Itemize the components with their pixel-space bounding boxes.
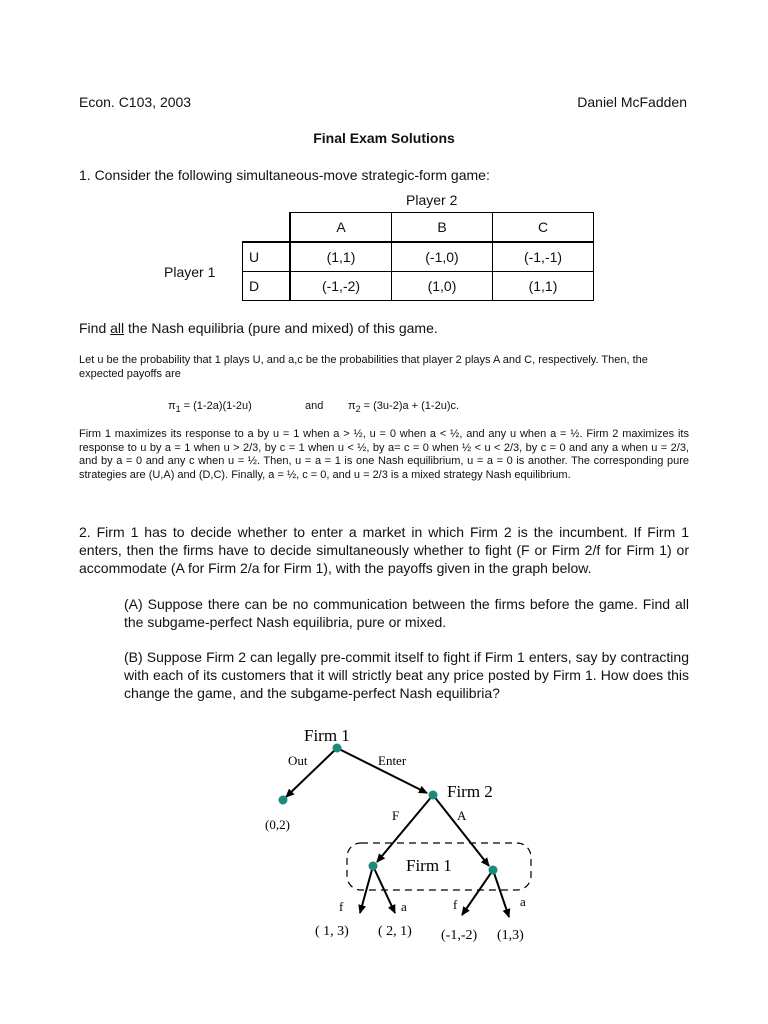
player2-label: Player 2 xyxy=(406,192,458,208)
node-firm1-right xyxy=(489,866,498,875)
q2-part-b: (B) Suppose Firm 2 can legally pre-commit itself to fight if Firm 1 enters, say by contracting with each of its customers that it will strictly beat any price posted by Firm 1. How does this change the game, and the subgame-perfect Nash equilibria? xyxy=(124,649,689,701)
pi1-sub: 1 xyxy=(175,404,181,415)
edge-a-right xyxy=(493,870,509,917)
q2-part-a: (A) Suppose there can be no communication between the firms before the game. Find all the subgame-perfect Nash equilibria, pure or mixed. xyxy=(124,596,689,630)
node-firm2 xyxy=(429,791,438,800)
tree-out-label: Out xyxy=(288,753,308,768)
tree-enter-label: Enter xyxy=(378,753,407,768)
payoff-cell: (-1,-1) xyxy=(493,242,594,272)
edge-a-left xyxy=(373,866,395,913)
row-header: D xyxy=(243,272,291,301)
col-header: A xyxy=(290,213,392,243)
author-header: Daniel McFadden xyxy=(577,94,687,110)
tree-payoff: (1,3) xyxy=(497,928,524,943)
find-pre: Find xyxy=(79,320,111,336)
tree-f-left-label: f xyxy=(339,899,344,914)
col-header: C xyxy=(493,213,594,243)
node-out-terminal xyxy=(279,796,288,805)
tree-a-right-label: a xyxy=(520,894,526,909)
q1-solution-body: Firm 1 maximizes its response to a by u = 1 when a > ½, u = 0 when a < ½, and any u when a = ½. Firm 2 maximizes its response to u by a = 1 when u > 2/3, by c = 1 when u < ½, by a= c = 0 when ½ < u < 2/3, by c = 0 and any a when u = 2/3, and by a = 0 and any c when u = ½. Then, u = a = 1 is one Nash equilibrium, u = a = 0 is another. The corresponding pure strategies are (U,A) and (D,C). Finally, a = ½, c = 0, and u = 2/3 is a mixed strategy Nash equilibrium. xyxy=(79,428,689,481)
q1-prompt: 1. Consider the following simultaneous-move strategic-form game: xyxy=(79,167,490,183)
player1-label: Player 1 xyxy=(164,264,216,280)
tree-payoff: ( 1, 3) xyxy=(315,924,349,939)
tree-F-label: F xyxy=(392,808,400,823)
tree-A-label: A xyxy=(457,808,467,823)
tree-payoff: (-1,-2) xyxy=(441,928,478,943)
course-header: Econ. C103, 2003 xyxy=(79,94,192,110)
payoff-cell: (1,1) xyxy=(290,242,392,272)
find-underlined: all xyxy=(110,320,125,336)
tree-out-payoff: (0,2) xyxy=(265,817,290,832)
q1-solution-intro: Let u be the probability that 1 plays U, and a,c be the probabilities that player 2 plays A and C, respectively. Then, the expected payoffs are xyxy=(79,354,648,380)
pi2-sub: 2 xyxy=(355,404,361,415)
pi1-symbol: π xyxy=(168,400,176,412)
payoff-cell: (1,0) xyxy=(392,272,493,301)
edge-f-right xyxy=(462,870,493,915)
payoff-cell: (-1,0) xyxy=(392,242,493,272)
pi2-rhs: = (3u-2)a + (1-2u)c. xyxy=(360,400,460,412)
tree-f-right-label: f xyxy=(453,897,458,912)
tree-firm2-label: Firm 2 xyxy=(447,782,493,801)
tree-a-left-label: a xyxy=(401,899,407,914)
q2-prompt: 2. Firm 1 has to decide whether to enter a market in which Firm 2 is the incumbent. If Firm 1 enters, then the firms have to decide simultaneously whether to fight (F or Firm 2/f for Firm 1) or accommodate (A for Firm 2/a for Firm 1), with the payoffs given in the graph below. xyxy=(79,524,689,576)
payoff-cell: (-1,-2) xyxy=(290,272,392,301)
find-post: the Nash equilibria (pure and mixed) of this game. xyxy=(124,320,438,336)
tree-firm1-info-label: Firm 1 xyxy=(406,856,452,875)
payoff-cell: (1,1) xyxy=(493,272,594,301)
page-title: Final Exam Solutions xyxy=(313,130,455,146)
pi2-symbol: π xyxy=(348,400,356,412)
col-header: B xyxy=(392,213,493,243)
node-firm1-left xyxy=(369,862,378,871)
edge-fight xyxy=(377,795,433,862)
and-word: and xyxy=(305,400,324,412)
tree-firm1-label: Firm 1 xyxy=(304,726,350,745)
tree-payoff: ( 2, 1) xyxy=(378,924,412,939)
pi1-rhs: = (1-2a)(1-2u) xyxy=(180,400,252,412)
row-header: U xyxy=(243,242,291,272)
